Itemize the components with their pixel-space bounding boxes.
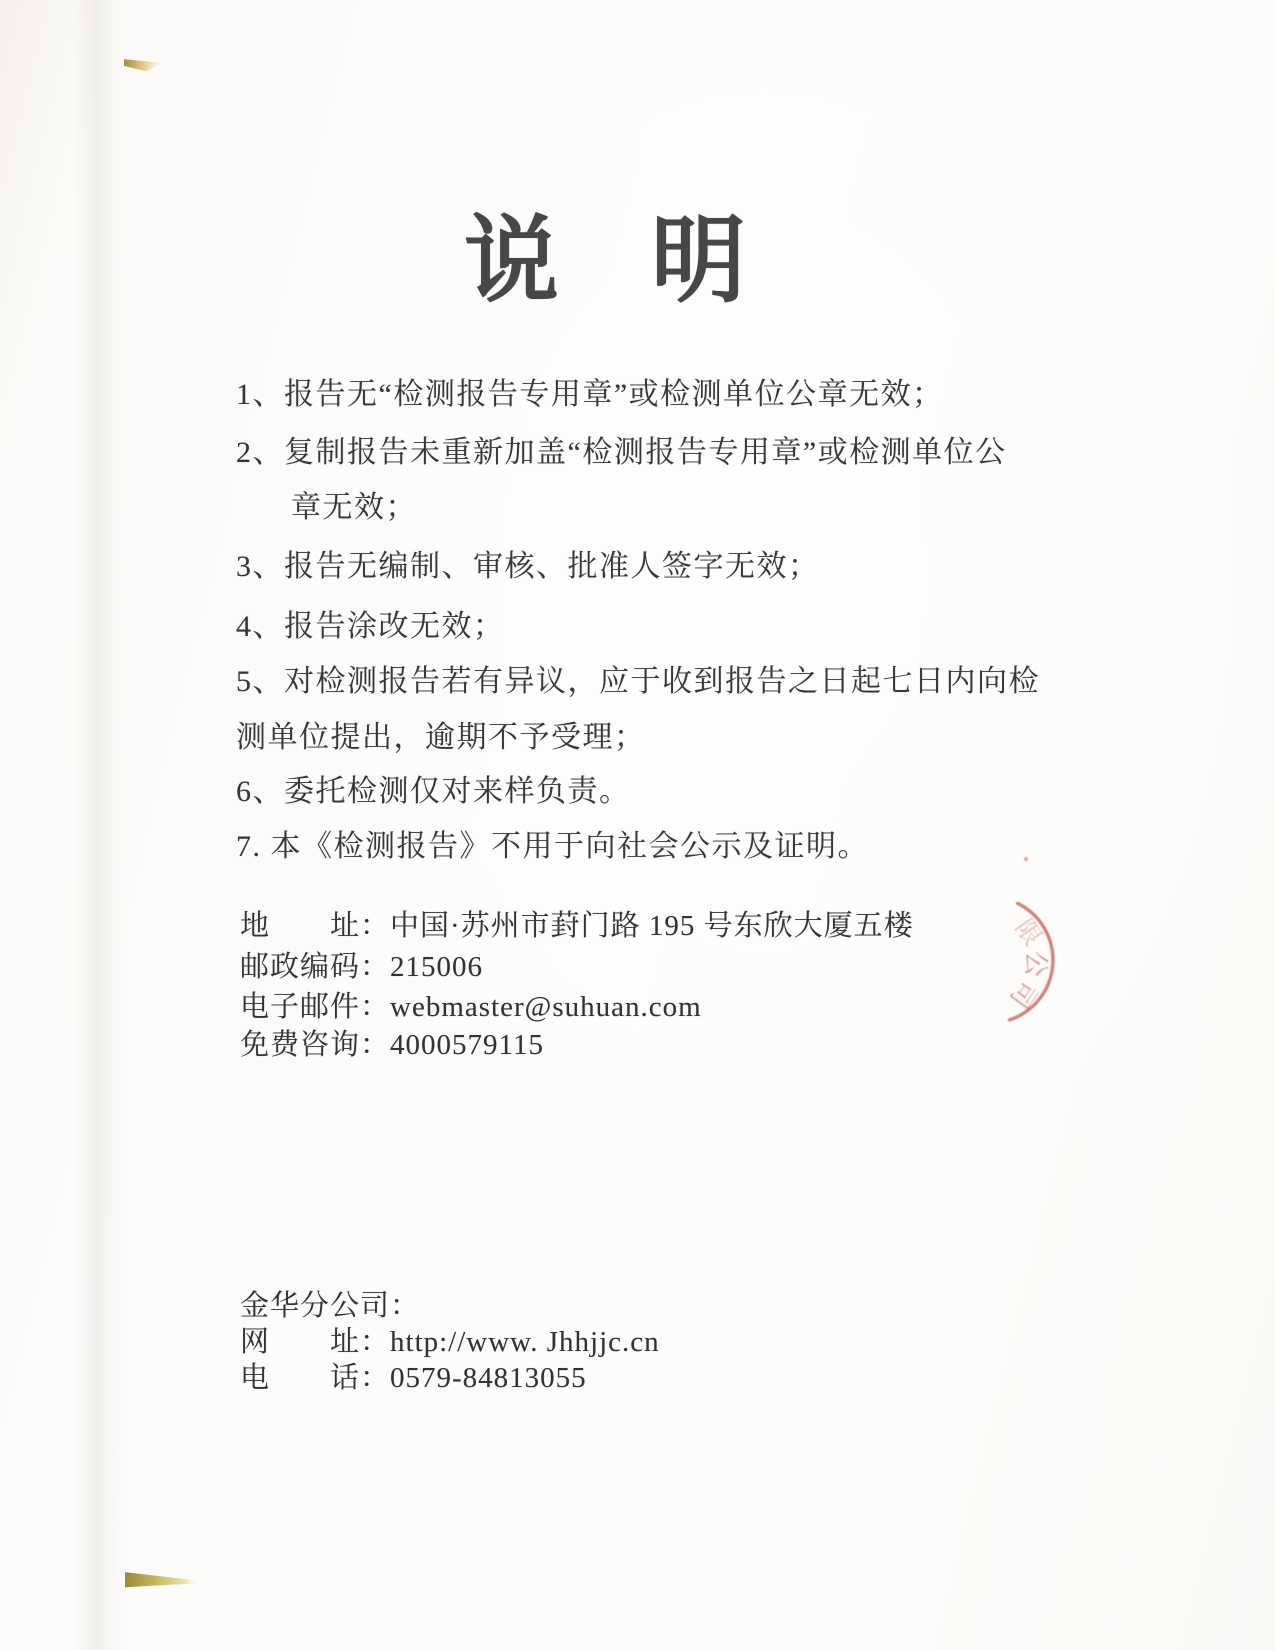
contact-hotline-value: 4000579115 [390,1029,544,1061]
note-line-5-continued: 测单位提出，逾期不予受理； [236,721,646,754]
branch-website-value: http://www. Jhhjjc.cn [390,1326,660,1358]
note-line-2: 2、复制报告未重新加盖“检测报告专用章”或检测单位公 [236,436,1007,469]
note-line-6: 6、委托检测仅对来样负责。 [236,775,631,808]
branch-name-line: 金华分公司： [240,1290,421,1322]
seal-char-1: 限 [1009,914,1047,951]
note-line-3: 3、报告无编制、审核、批准人签字无效； [236,550,820,583]
seal-ink-speck [1024,857,1028,861]
contact-postcode-label: 邮政编码： [240,951,391,983]
contact-hotline-label: 免费咨询： [240,1029,391,1061]
seal-char-2: 公 [1020,950,1051,978]
note-line-4: 4、报告涂改无效； [236,610,505,643]
branch-phone-line [240,1363,587,1394]
scan-artifact-bottom-left [125,1570,197,1588]
contact-address-line [240,911,914,942]
red-seal-stamp-partial [960,850,1090,1050]
page-title [0,208,1210,314]
note-line-1: 1、报告无“检测报告专用章”或检测单位公章无效； [236,378,944,411]
note-line-5: 5、对检测报告若有异议，应于收到报告之日起七日内向检 [236,665,1040,698]
branch-phone-label: 电 话： [240,1362,391,1394]
branch-website-line [240,1327,660,1358]
note-line-7: 7. 本《检测报告》不用于向社会公示及证明。 [236,830,869,863]
title-char-1: 说 [463,208,559,314]
contact-postcode-value: 215006 [390,951,484,983]
contact-email-line [240,992,702,1023]
contact-address-label: 地 址： [240,910,391,942]
scan-artifact-top-left [124,56,162,72]
seal-char-3: 司 [1004,975,1043,1014]
contact-email-value: webmaster@suhuan.com [390,991,702,1023]
contact-postcode-line [240,952,483,983]
branch-phone-value: 0579-84813055 [390,1362,587,1394]
title-char-2: 明 [651,208,747,314]
contact-hotline-line [240,1030,544,1061]
seal-circle-arc [1010,903,1053,1020]
contact-address-value: 中国·苏州市葑门路 195 号东欣大厦五楼 [390,910,914,942]
note-line-2-continued: 章无效； [291,491,417,524]
contact-email-label: 电子邮件： [240,991,391,1023]
branch-website-label: 网 址： [240,1326,391,1358]
